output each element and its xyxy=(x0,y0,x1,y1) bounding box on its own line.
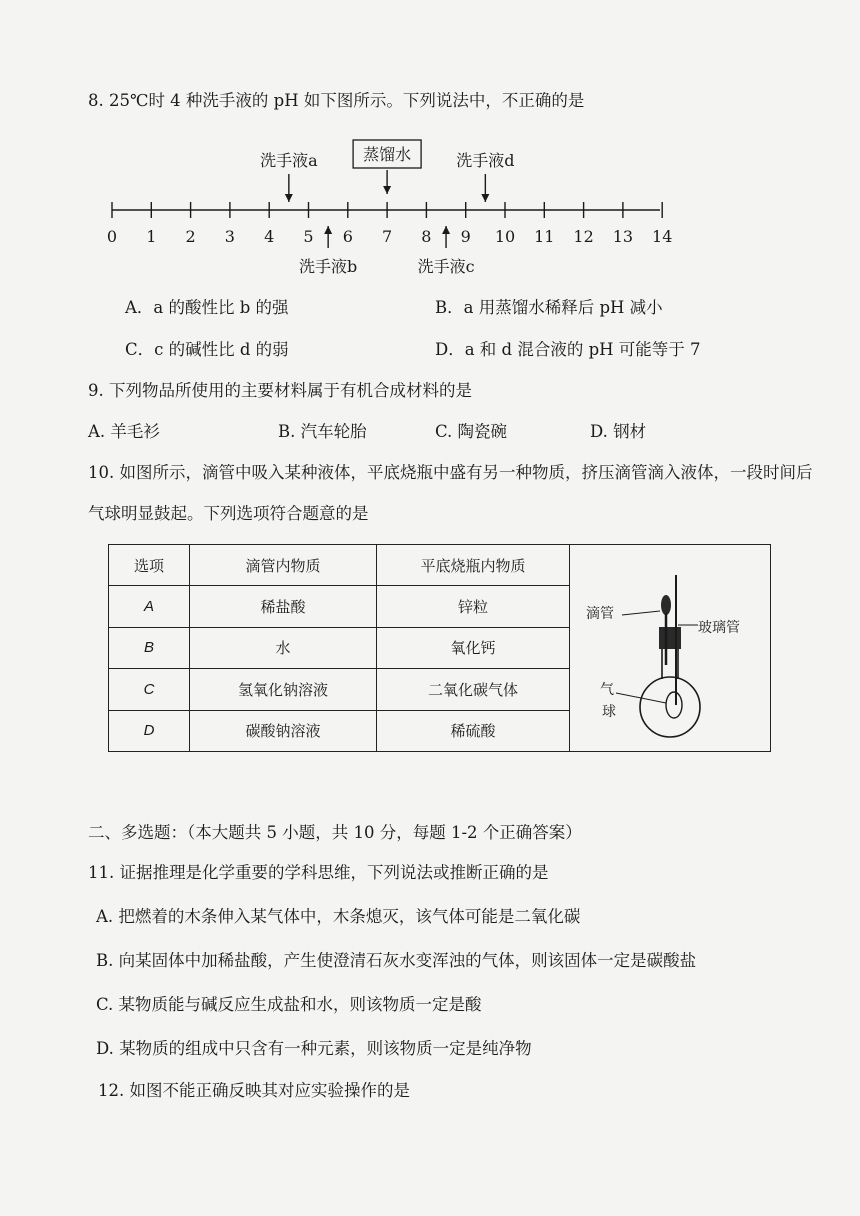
label-handwash-b: 洗手液b xyxy=(299,257,358,276)
question-9-option-b: B. 汽车轮胎 xyxy=(278,422,367,441)
row-d-flask: 稀硫酸 xyxy=(377,710,570,751)
label-handwash-c: 洗手液c xyxy=(417,257,475,276)
row-b-option: B xyxy=(109,627,190,668)
dropper-bulb-icon xyxy=(661,595,671,615)
ph-tick-label-5: 5 xyxy=(303,227,314,246)
question-8-option-d: D．a 和 d 混合液的 pH 可能等于 7 xyxy=(435,340,701,359)
question-9-option-c: C. 陶瓷碗 xyxy=(435,422,508,441)
question-11-option-a: A. 把燃着的木条伸入某气体中，木条熄灭，该气体可能是二氧化碳 xyxy=(96,907,581,926)
question-8-option-a: A．a 的酸性比 b 的强 xyxy=(125,298,289,317)
apparatus-diagram xyxy=(570,545,770,751)
arrowhead-handwash-c xyxy=(442,226,450,234)
label-dropper: 滴管 xyxy=(586,606,614,622)
row-a-flask: 锌粒 xyxy=(377,586,570,627)
dropper-pointer-line xyxy=(622,611,660,615)
question-9-title: 9. 下列物品所使用的主要材料属于有机合成材料的是 xyxy=(88,381,472,400)
question-9-option-d: D. 钢材 xyxy=(590,422,647,441)
question-9-option-a: A. 羊毛衫 xyxy=(88,422,160,441)
label-handwash-a: 洗手液a xyxy=(260,151,318,170)
table-header-row xyxy=(109,545,771,586)
row-d-dropper: 碳酸钠溶液 xyxy=(190,710,377,751)
ph-tick-label-13: 13 xyxy=(612,227,634,246)
ph-tick-label-6: 6 xyxy=(342,227,353,246)
ph-tick-labels xyxy=(107,227,672,246)
label-balloon-1: 气 xyxy=(600,682,614,698)
question-8-option-b: B．a 用蒸馏水稀释后 pH 减小 xyxy=(435,298,663,317)
section-2-title: 二、多选题：（本大题共 5 小题，共 10 分，每题 1-2 个正确答案） xyxy=(88,823,582,842)
label-handwash-d: 洗手液d xyxy=(456,151,515,170)
ph-tick-label-11: 11 xyxy=(534,227,555,246)
row-b-flask: 氧化钙 xyxy=(377,627,570,668)
arrowhead-handwash-d xyxy=(481,194,489,202)
label-distilled-water: 蒸馏水 xyxy=(363,145,412,164)
ph-tick-label-14: 14 xyxy=(652,227,673,246)
apparatus-cell xyxy=(570,545,771,752)
row-a-dropper: 稀盐酸 xyxy=(190,586,377,627)
question-11-option-d: D. 某物质的组成中只含有一种元素，则该物质一定是纯净物 xyxy=(96,1039,532,1058)
ph-tick-label-7: 7 xyxy=(382,227,393,246)
question-11-title: 11. 证据推理是化学重要的学科思维，下列说法或推断正确的是 xyxy=(88,863,549,882)
question-10-table xyxy=(108,544,771,752)
label-glass-tube: 玻璃管 xyxy=(698,620,740,636)
flask-bulb xyxy=(640,677,700,737)
question-11-option-b: B. 向某固体中加稀盐酸，产生使澄清石灰水变浑浊的气体，则该固体一定是碳酸盐 xyxy=(96,951,697,970)
row-c-flask: 二氧化碳气体 xyxy=(377,669,570,710)
ph-tick-label-3: 3 xyxy=(224,227,235,246)
arrowhead-handwash-a xyxy=(285,194,293,202)
arrowhead-distilled-water xyxy=(383,186,391,194)
question-8-option-c: C．c 的碱性比 d 的弱 xyxy=(125,340,289,359)
ph-tick-label-0: 0 xyxy=(106,227,118,246)
question-10-text-line-1: 10. 如图所示，滴管中吸入某种液体，平底烧瓶中盛有另一种物质，挤压滴管滴入液体，一段时间后 xyxy=(88,463,813,482)
ph-tick-label-10: 10 xyxy=(494,227,516,246)
question-11-option-c: C. 某物质能与碱反应生成盐和水，则该物质一定是酸 xyxy=(96,995,482,1014)
ph-tick-label-12: 12 xyxy=(573,227,594,246)
question-12-title: 12. 如图不能正确反映其对应实验操作的是 xyxy=(98,1081,410,1100)
apparatus-svg xyxy=(570,545,770,751)
question-8-title: 8. 25℃时 4 种洗手液的 pH 如下图所示。下列说法中，不正确的是 xyxy=(88,91,585,110)
header-dropper-substance: 滴管内物质 xyxy=(190,545,377,586)
ph-tick-label-4: 4 xyxy=(264,227,275,246)
row-a-option: A xyxy=(109,586,190,627)
ph-tick-label-8: 8 xyxy=(421,227,432,246)
label-balloon-2: 球 xyxy=(602,704,616,720)
ph-scale-svg xyxy=(100,130,680,280)
ph-tick-label-2: 2 xyxy=(185,227,196,246)
ph-tick-label-1: 1 xyxy=(146,227,157,246)
ph-scale-diagram xyxy=(100,130,680,280)
header-flask-substance: 平底烧瓶内物质 xyxy=(377,545,570,586)
balloon-icon xyxy=(666,692,682,718)
row-c-option: C xyxy=(109,669,190,710)
rubber-stopper xyxy=(659,627,681,649)
arrowhead-handwash-b xyxy=(324,226,332,234)
row-b-dropper: 水 xyxy=(190,627,377,668)
row-c-dropper: 氢氧化钠溶液 xyxy=(190,669,377,710)
question-10-text-line-2: 气球明显鼓起。下列选项符合题意的是 xyxy=(88,504,369,523)
header-option: 选项 xyxy=(109,545,190,586)
row-d-option: D xyxy=(109,710,190,751)
ph-tick-label-9: 9 xyxy=(460,227,471,246)
